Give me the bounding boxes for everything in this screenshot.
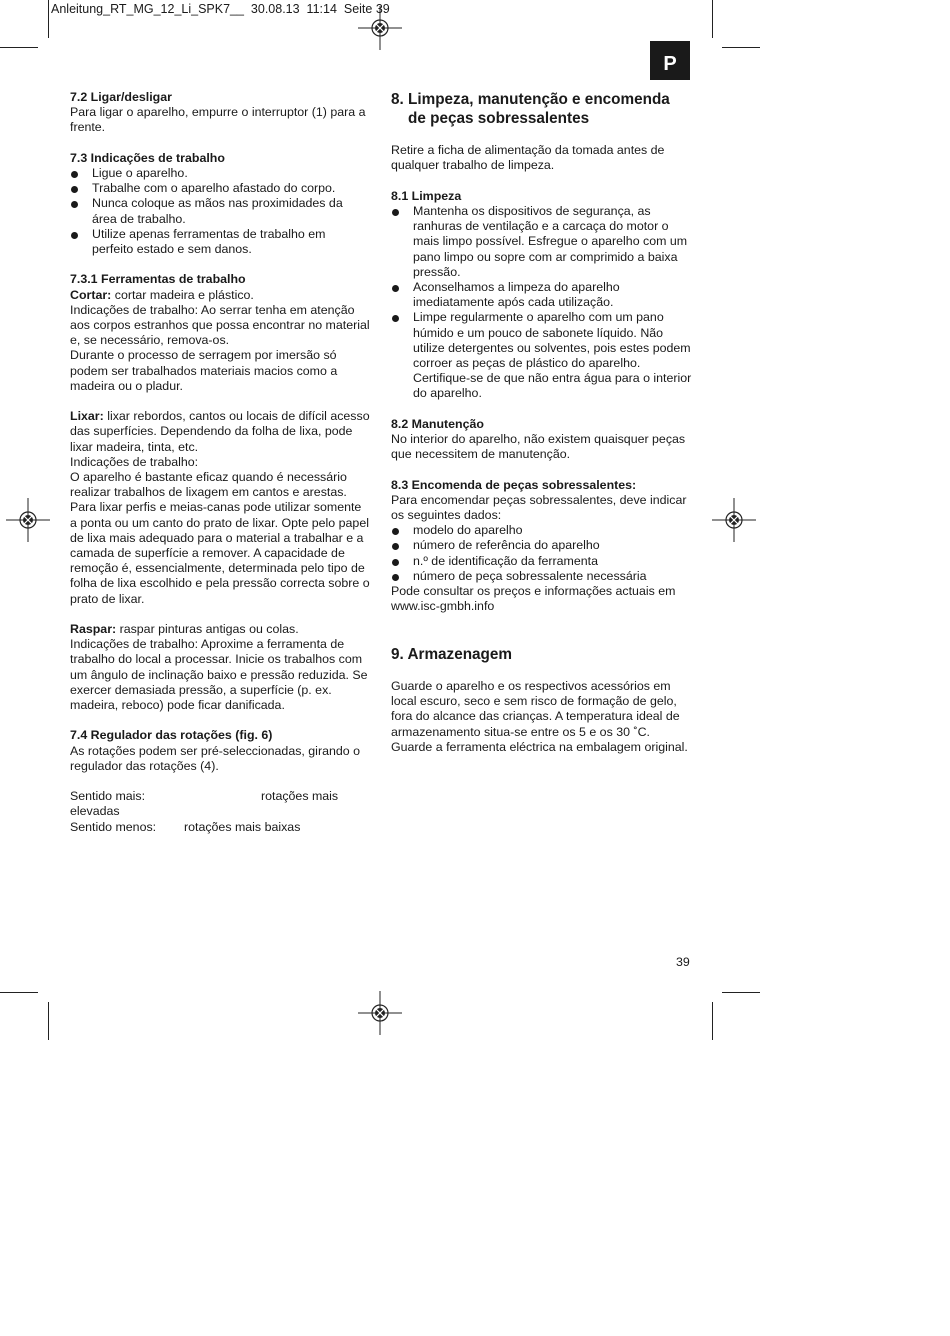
registration-mark-icon: [358, 991, 402, 1035]
crop-mark: [712, 0, 713, 38]
paragraph: Guarde o aparelho e os respectivos acessórios em local escuro, seco e sem risco de formação de gelo, fora do alcance das crianças. A temperatura ideal de armazenamento situa-se entre os 5 e os 30 ˚C. Guarde a ferramenta eléctrica na embalagem original.: [391, 679, 688, 754]
speed-direction-value: rotações mais baixas: [184, 819, 301, 834]
bullet-icon: [392, 574, 399, 581]
header-date: 30.08.13: [250, 2, 300, 16]
page-number: 39: [676, 955, 690, 969]
bullet-icon: [392, 559, 399, 566]
section-heading: 7.4 Regulador das rotações (fig. 6): [70, 728, 273, 743]
crop-mark: [722, 47, 760, 48]
crop-mark: [0, 47, 38, 48]
section-heading: 7.3 Indicações de trabalho: [70, 150, 225, 165]
paragraph: O aparelho é bastante eficaz quando é necessário realizar trabalhos de lixagem em cantos e arestas. Para lixar perfis e meias-canas pode utilizar somente a ponta ou um canto do prato de lixar. Opte pelo papel de lixa mais adequado para o material a trabalhar e a camada de superfície a remover. A capacidade de remoção é, essencialmente, determinada pelo tipo de folha de lixa escolhido e pela pressão correcta sobre o prato de lixar.: [70, 470, 370, 606]
bullet-list: [70, 166, 370, 257]
list-item: número de referência do aparelho: [391, 538, 693, 553]
bullet-icon: [392, 528, 399, 535]
header-page-label: Seite 39: [343, 2, 390, 16]
bullet-icon: [71, 232, 78, 239]
crop-mark: [0, 992, 38, 993]
speed-direction-label: Sentido menos:: [70, 819, 157, 834]
section-heading: 7.3.1 Ferramentas de trabalho: [70, 272, 246, 287]
header-file-name: Anleitung_RT_MG_12_Li_SPK7__: [51, 2, 244, 16]
list-item: Ligue o aparelho.: [70, 166, 370, 181]
crop-mark: [48, 1002, 49, 1040]
paragraph: Lixar: lixar rebordos, cantos ou locais de difícil acesso das superfícies. Dependendo da folha de lixa, pode lixar madeira, tinta, etc.: [70, 409, 370, 454]
bullet-list: [391, 204, 693, 402]
paragraph: Pode consultar os preços e informações actuais em www.isc-gmbh.info: [391, 584, 676, 614]
term-label: Cortar:: [70, 287, 112, 302]
list-item: modelo do aparelho: [391, 523, 693, 538]
speed-direction-value: elevadas: [70, 804, 120, 819]
chapter-heading: 8. Limpeza, manutenção e encomenda de peças sobressalentes: [391, 91, 670, 127]
list-item: número de peça sobressalente necessária: [391, 569, 693, 584]
section-heading: 8.3 Encomenda de peças sobressalentes:: [391, 477, 637, 492]
bullet-icon: [71, 186, 78, 193]
speed-direction-row: [70, 789, 370, 804]
print-header: [51, 2, 390, 16]
crop-mark: [712, 1002, 713, 1040]
paragraph: Para encomendar peças sobressalentes, deve indicar os seguintes dados:: [391, 492, 687, 523]
list-item: Trabalhe com o aparelho afastado do corpo.: [70, 181, 370, 196]
bullet-list: [391, 523, 693, 584]
right-column: [391, 90, 693, 755]
bullet-icon: [392, 209, 399, 216]
speed-direction-row: [70, 820, 370, 835]
speed-direction-label: Sentido mais:: [70, 789, 146, 804]
paragraph: As rotações podem ser pré-seleccionadas, girando o regulador das rotações (4).: [70, 743, 360, 773]
bullet-icon: [71, 201, 78, 208]
list-item: Mantenha os dispositivos de segurança, as ranhuras de ventilação e a carcaça do motor o mais limpo possível. Esfregue o aparelho com um pano limpo ou sopre com ar comprimido a baixa pressão.: [391, 204, 693, 280]
bullet-icon: [71, 171, 78, 178]
bullet-icon: [392, 285, 399, 292]
paragraph: Indicações de trabalho:: [70, 454, 199, 469]
paragraph: No interior do aparelho, não existem quaisquer peças que necessitem de manutenção.: [391, 432, 686, 462]
paragraph: Durante o processo de serragem por imersão só podem ser trabalhados materiais macios como a madeira ou o pladur.: [70, 348, 338, 393]
paragraph: Indicações de trabalho: Aproxime a ferramenta de trabalho do local a processar. Inicie os trabalhos com um ângulo de inclinação baixo e pressão reduzida. Se exercer demasiada pressão, a superfície (p. ex. madeira, reboco) pode ficar danificada.: [70, 637, 368, 713]
paragraph: Raspar: raspar pinturas antigas ou colas.: [70, 622, 299, 637]
registration-mark-icon: [6, 498, 50, 542]
crop-mark: [48, 0, 49, 38]
list-item: Utilize apenas ferramentas de trabalho em perfeito estado e sem danos.: [70, 227, 370, 257]
language-tab: P: [650, 41, 690, 80]
section-heading: 8.2 Manutenção: [391, 416, 484, 431]
section-heading: 8.1 Limpeza: [391, 188, 462, 203]
header-time: 11:14: [306, 2, 337, 16]
speed-direction-value: rotações mais: [261, 789, 339, 804]
list-item: n.º de identificação da ferramenta: [391, 554, 693, 569]
left-column: [70, 90, 370, 835]
registration-mark-icon: [712, 498, 756, 542]
paragraph: Indicações de trabalho: Ao serrar tenha em atenção aos corpos estranhos que possa encontrar no material e, se necessário, remova-os.: [70, 302, 370, 348]
list-item: Nunca coloque as mãos nas proximidades da área de trabalho.: [70, 196, 370, 226]
crop-mark: [722, 992, 760, 993]
list-item: Limpe regularmente o aparelho com um pano húmido e um pouco de sabonete líquido. Não utilize detergentes ou solventes, pois estes podem corroer as peças de plástico do aparelho. Certifique-se de que não entra água para o interior do aparelho.: [391, 310, 693, 401]
section-heading: 7.2 Ligar/desligar: [70, 90, 172, 104]
list-item: Aconselhamos a limpeza do aparelho imediatamente após cada utilização.: [391, 280, 693, 310]
paragraph: Para ligar o aparelho, empurre o interruptor (1) para a frente.: [70, 105, 366, 135]
paragraph: Retire a ficha de alimentação da tomada antes de qualquer trabalho de limpeza.: [391, 143, 665, 173]
term-label: Lixar:: [70, 409, 104, 424]
paragraph: Cortar: cortar madeira e plástico.: [70, 287, 254, 302]
bullet-icon: [392, 543, 399, 550]
chapter-heading: 9. Armazenagem: [391, 645, 513, 663]
term-label: Raspar:: [70, 622, 117, 637]
bullet-icon: [392, 315, 399, 322]
